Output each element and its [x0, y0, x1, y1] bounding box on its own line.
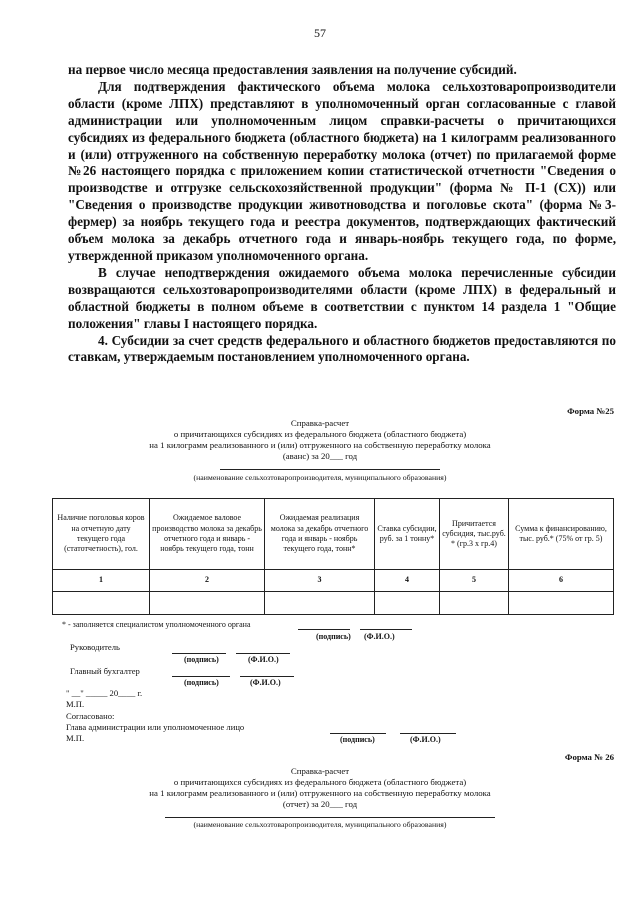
page-number: 57 [314, 26, 326, 40]
table-empty-cell [265, 592, 375, 615]
head-fio-caption: (Ф.И.О.) [248, 655, 279, 664]
form26-label: Форма № 26 [564, 752, 614, 762]
form26-name-line [165, 817, 495, 818]
agreed-label: Согласовано: [66, 711, 115, 721]
admin-sign-line [330, 733, 386, 734]
table-number-cell: 1 [53, 570, 150, 592]
accountant-fio-line [240, 676, 294, 677]
date-line: " __" _____ 20____ г. [66, 688, 143, 698]
form25-title-line-1: Справка-расчет [290, 418, 350, 428]
form25-title-line-2: о причитающихся субсидиях из федерального бюджета (областного бюджета) [173, 429, 467, 439]
accountant-podpis-caption: (подпись) [184, 678, 219, 687]
head-podpis-caption: (подпись) [184, 655, 219, 664]
mp2-label: М.П. [66, 733, 85, 743]
form26-title-line-4: (отчет) за 20___ год [282, 799, 358, 809]
footnote-fio-caption: (Ф.И.О.) [364, 632, 395, 641]
form26-name-caption: (наименование сельхозтоваропроизводителя, муниципального образования) [193, 820, 447, 829]
table-header-cell: Ожидаемое валовое производство молока за декабрь отчетного года и январь - ноябрь текущего года, тонн [150, 499, 265, 570]
table-empty-cell [509, 592, 614, 615]
footnote-sign-line [298, 629, 350, 630]
table-number-cell: 3 [265, 570, 375, 592]
table-header-cell: Ставка субсидии, руб. за 1 тонну* [375, 499, 440, 570]
mp-label: М.П. [66, 699, 85, 709]
accountant-sign-line [172, 676, 230, 677]
paragraph-2: Для подтверждения фактического объема молока сельхозтоваропроизводители области (кроме ЛПХ) представляют в уполномоченный орган согласованные с главой администрации или уполномоченным лицом справки-расчеты о причитающихся субсидиях из федерального бюджета (областного бюджета) на 1 килограмм реализованного и (или) отгруженного на собственную переработку молока (отчет) по прилагаемой форме №26 настоящего порядка с приложением копии статистической отчетности "Сведения о производстве и отгрузке сельскохозяйственной продукции" (форма № П-1 (СХ)) или "Сведения о производстве продукции животноводства и поголовье скота" (форма №3-фермер) за ноябрь текущего года и реестра документов, подтверждающих фактический объем молока за декабрь отчетного года и январь-ноябрь текущего года, по форме, утвержденной приказом уполномоченного органа. [68, 78, 616, 263]
form26-title-line-1: Справка-расчет [290, 766, 350, 776]
form25-title [100, 418, 540, 462]
table-header-cell: Сумма к финансированию, тыс. руб.* (75% от гр. 5) [509, 499, 614, 570]
paragraph-4: 4. Субсидии за счет средств федерального и областного бюджетов предоставляются по ставкам, утверждаемым постановлением уполномоченного органа. [68, 332, 616, 365]
table-number-cell: 6 [509, 570, 614, 592]
table-header-cell: Причитается субсидия, тыс.руб. * (гр.3 х гр.4) [440, 499, 509, 570]
form25-title-line-3: на 1 килограмм реализованного и (или) отгруженного на собственную переработку молока [149, 440, 491, 450]
admin-fio-caption: (Ф.И.О.) [410, 735, 441, 744]
table-header-row [53, 499, 614, 570]
form25-title-line-4: (аванс) за 20___ год [282, 451, 358, 461]
form25-table [52, 498, 614, 615]
footnote-fio-line [360, 629, 412, 630]
form25-label: Форма №25 [567, 406, 614, 416]
table-number-row [53, 570, 614, 592]
table-empty-cell [440, 592, 509, 615]
form25-name-line [220, 469, 440, 470]
admin-fio-line [400, 733, 456, 734]
form25-footnote: * - заполняется специалистом уполномоченного органа [62, 620, 251, 629]
body-text [68, 62, 616, 366]
table-header-cell: Ожидаемая реализация молока за декабрь отчетного года и январь - ноябрь текущего года, тонн* [265, 499, 375, 570]
table-empty-cell [53, 592, 150, 615]
form25-name-caption: (наименование сельхозтоваропроизводителя, муниципального образования) [193, 473, 447, 482]
admin-label: Глава администрации или уполномоченное лицо [66, 722, 245, 732]
accountant-fio-caption: (Ф.И.О.) [250, 678, 281, 687]
form26-title-line-3: на 1 килограмм реализованного и (или) отгруженного на собственную переработку молока [149, 788, 491, 798]
head-label: Руководитель [70, 642, 120, 652]
table-empty-row [53, 592, 614, 615]
table-empty-cell [150, 592, 265, 615]
head-sign-line [172, 653, 226, 654]
footnote-podpis-caption: (подпись) [316, 632, 351, 641]
head-fio-line [236, 653, 290, 654]
form26-title [100, 766, 540, 810]
admin-podpis-caption: (подпись) [340, 735, 375, 744]
form26-title-line-2: о причитающихся субсидиях из федерального бюджета (областного бюджета) [173, 777, 467, 787]
paragraph-1: на первое число месяца предоставления заявления на получение субсидий. [68, 62, 517, 77]
paragraph-3: В случае неподтверждения ожидаемого объема молока перечисленные субсидии возвращаются сельхозтоваропроизводителями области (кроме ЛПХ) в федеральный и областной бюджеты в полном объеме в соответствии с пунктом 14 раздела 1 "Общие положения" главы I настоящего порядка. [68, 264, 616, 331]
accountant-label: Главный бухгалтер [70, 666, 140, 676]
table-number-cell: 4 [375, 570, 440, 592]
table-number-cell: 5 [440, 570, 509, 592]
table-empty-cell [375, 592, 440, 615]
table-header-cell: Наличие поголовья коров на отчетную дату текущего года (статотчетность), гол. [53, 499, 150, 570]
table-number-cell: 2 [150, 570, 265, 592]
